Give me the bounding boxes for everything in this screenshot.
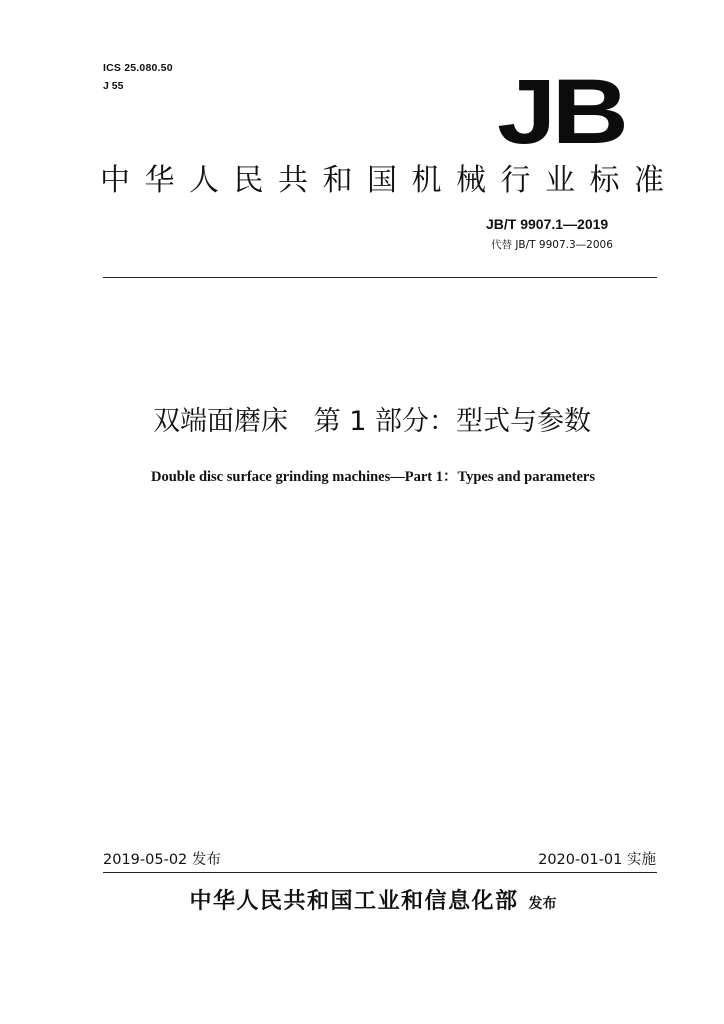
implementation-date: 2020-01-01 实施 xyxy=(538,852,656,868)
issuer-line xyxy=(0,887,724,919)
bottom-divider xyxy=(103,872,657,873)
ics-code: ICS 25.080.50 xyxy=(103,62,173,74)
document-title-english: Double disc surface grinding machines—Part 1：Types and parameters xyxy=(151,469,595,485)
jb-logo: JB xyxy=(497,61,625,163)
document-title-chinese: 双端面磨床 第 1 部分：型式与参数 xyxy=(152,406,592,437)
issuer-action: 发布 xyxy=(528,896,557,912)
top-divider xyxy=(103,277,657,278)
issue-date: 2019-05-02 发布 xyxy=(103,852,221,868)
replaces-note: 代替 JB/T 9907.3—2006 xyxy=(491,239,613,251)
standard-title: 中华人民共和国机械行业标准 xyxy=(100,163,679,198)
issuing-authority: 中华人民共和国工业和信息化部 xyxy=(189,889,519,914)
standard-number: JB/T 9907.1—2019 xyxy=(486,216,609,232)
classification-code: J 55 xyxy=(103,80,124,92)
